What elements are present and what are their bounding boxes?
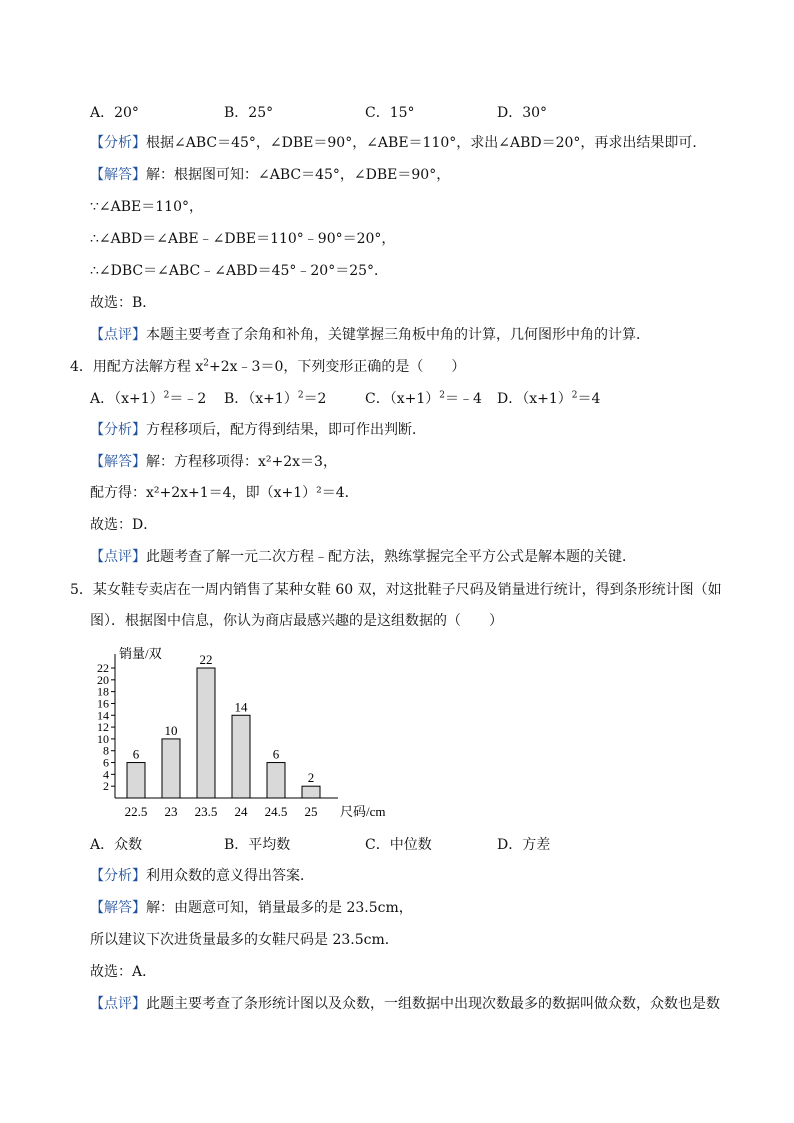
option-text: C．（x+1）	[365, 391, 440, 407]
x-tick-label: 23.5	[194, 804, 218, 819]
q4-answer-line: 解：方程移项得：x²+2x＝3，	[146, 454, 337, 470]
q5-answer-line: 解：由题意可知，销量最多的是 23.5cm，	[146, 900, 413, 916]
q3-comment-text: 本题主要考查了余角和补角，关键掌握三角板中角的计算，几何图形中角的计算．	[146, 327, 650, 343]
q4-stem-text: +2x﹣3＝0，下列变形正确的是（ ）	[209, 359, 466, 375]
option-text: ＝﹣2	[169, 391, 207, 407]
q5-analysis	[90, 866, 314, 886]
q5-stem-continued: 图）．根据图中信息，你认为商店最感兴趣的是这组数据的（ ）	[90, 613, 503, 629]
q5-analysis-text: 利用众数的意义得出答案．	[146, 868, 314, 884]
q4-option-d	[497, 388, 600, 408]
bar	[162, 739, 180, 798]
x-axis-title: 尺码/cm	[340, 804, 386, 819]
q5-option-d: D．方差	[497, 837, 551, 853]
exponent: 2	[571, 390, 578, 401]
analysis-tag: 【分析】	[90, 422, 146, 438]
q4-answer	[90, 452, 337, 472]
y-tick-label: 12	[97, 720, 109, 735]
q3-option-d: D．30°	[497, 105, 548, 121]
q3-answer-line: ∵∠ABE＝110°，	[90, 199, 203, 215]
q3-answer-line: 解：根据图可知：∠ABC＝45°，∠DBE＝90°，	[146, 167, 451, 183]
q4-answer-line: 故选：D．	[90, 517, 158, 533]
q4-analysis-text: 方程移项后，配方得到结果，即可作出判断．	[146, 422, 426, 438]
y-tick-label: 22	[97, 661, 109, 675]
y-tick-label: 18	[97, 684, 109, 699]
q5-option-a: A．众数	[90, 837, 143, 853]
option-text: B．（x+1）	[224, 391, 298, 407]
bar	[197, 668, 215, 798]
bar-value-label: 6	[272, 746, 280, 762]
option-text: A．（x+1）	[90, 391, 164, 407]
q5-comment-text: 此题主要考查了条形统计图以及众数，一组数据中出现次数最多的数据叫做众数，众数也是数	[146, 996, 720, 1012]
q4-option-a	[90, 388, 206, 408]
q4-option-b	[224, 388, 326, 408]
q4-stem	[70, 356, 465, 376]
q4-analysis	[90, 420, 426, 440]
bar-value-label: 6	[132, 746, 140, 762]
answer-tag: 【解答】	[90, 454, 146, 470]
y-tick-label: 10	[97, 731, 109, 746]
x-tick-label: 22.5	[124, 804, 148, 819]
exponent: 2	[163, 390, 170, 401]
bar	[302, 786, 320, 798]
y-tick-label: 20	[97, 672, 109, 687]
y-tick-label: 16	[97, 696, 109, 711]
q5-answer-line: 故选：A．	[90, 964, 157, 980]
comment-tag: 【点评】	[90, 549, 146, 565]
bar-value-label: 10	[164, 722, 178, 738]
chart-bars	[127, 668, 320, 798]
bar	[267, 763, 285, 798]
x-tick-label: 24	[234, 804, 248, 819]
q5-comment	[90, 994, 720, 1014]
q5-option-b: B．平均数	[224, 837, 291, 853]
q3-option-a: A．20°	[90, 105, 139, 121]
q4-comment	[90, 547, 636, 567]
answer-tag: 【解答】	[90, 900, 146, 916]
analysis-tag: 【分析】	[90, 135, 146, 151]
bar	[127, 763, 145, 798]
option-text: ＝4	[577, 391, 601, 407]
q3-analysis-text: 根据∠ABC＝45°，∠DBE＝90°，∠ABE＝110°，求出∠ABD＝20°，再求出结果即可．	[146, 135, 707, 151]
q5-stem-text: 某女鞋专卖店在一周内销售了某种女鞋 60 双，对这批鞋子尺码及销量进行统计，得到条形统计图（如	[92, 582, 722, 598]
y-tick-label: 4	[103, 767, 109, 782]
analysis-tag: 【分析】	[90, 868, 146, 884]
comment-tag: 【点评】	[90, 996, 146, 1012]
option-text: ＝﹣4	[444, 391, 482, 407]
y-tick-label: 14	[97, 708, 109, 723]
question-number: 5．	[70, 582, 93, 598]
chart-labels	[119, 646, 386, 819]
y-tick-label: 8	[103, 743, 109, 758]
q3-answer-line: ∴∠DBC＝∠ABC﹣∠ABD＝45°﹣20°＝25°．	[90, 263, 389, 279]
q3-answer-line: ∴∠ABD＝∠ABE﹣∠DBE＝110°﹣90°＝20°，	[90, 231, 396, 247]
option-text: ＝2	[303, 391, 327, 407]
y-axis-title: 销量/双	[119, 646, 162, 661]
q3-answer-line: 故选：B．	[90, 295, 157, 311]
q3-comment	[90, 325, 650, 345]
comment-tag: 【点评】	[90, 327, 146, 343]
q4-comment-text: 此题考查了解一元二次方程﹣配方法，熟练掌握完全平方公式是解本题的关键．	[146, 549, 636, 565]
bar	[232, 715, 250, 798]
q4-answer-line: 配方得：x²+2x+1＝4，即（x+1）²＝4．	[90, 485, 359, 501]
exponent: 2	[297, 390, 304, 401]
x-tick-label: 23	[164, 804, 178, 819]
y-tick-label: 2	[103, 779, 109, 794]
q5-option-c: C．中位数	[365, 837, 432, 853]
q5-answer	[90, 898, 413, 918]
bar-value-label: 22	[199, 652, 213, 667]
bar-value-label: 14	[234, 699, 248, 715]
q5-answer-line: 所以建议下次进货量最多的女鞋尺码是 23.5cm．	[90, 932, 399, 948]
exponent: 2	[203, 358, 210, 369]
q3-analysis	[90, 133, 706, 153]
x-tick-label: 24.5	[264, 804, 288, 819]
q3-answer	[90, 165, 450, 185]
q5-stem	[70, 579, 722, 599]
question-number: 4．	[70, 359, 93, 375]
y-tick-label: 6	[103, 755, 109, 770]
q3-option-b: B．25°	[224, 105, 274, 121]
x-tick-label: 25	[304, 804, 318, 819]
answer-tag: 【解答】	[90, 167, 146, 183]
exponent: 2	[439, 390, 445, 401]
option-text: D．（x+1）	[497, 391, 572, 407]
bar-value-label: 2	[307, 770, 315, 786]
q3-option-c: C．15°	[365, 105, 415, 121]
q4-option-c	[365, 388, 482, 408]
q4-stem-text: 用配方法解方程 x	[92, 359, 204, 375]
sales-bar-chart	[80, 640, 410, 825]
